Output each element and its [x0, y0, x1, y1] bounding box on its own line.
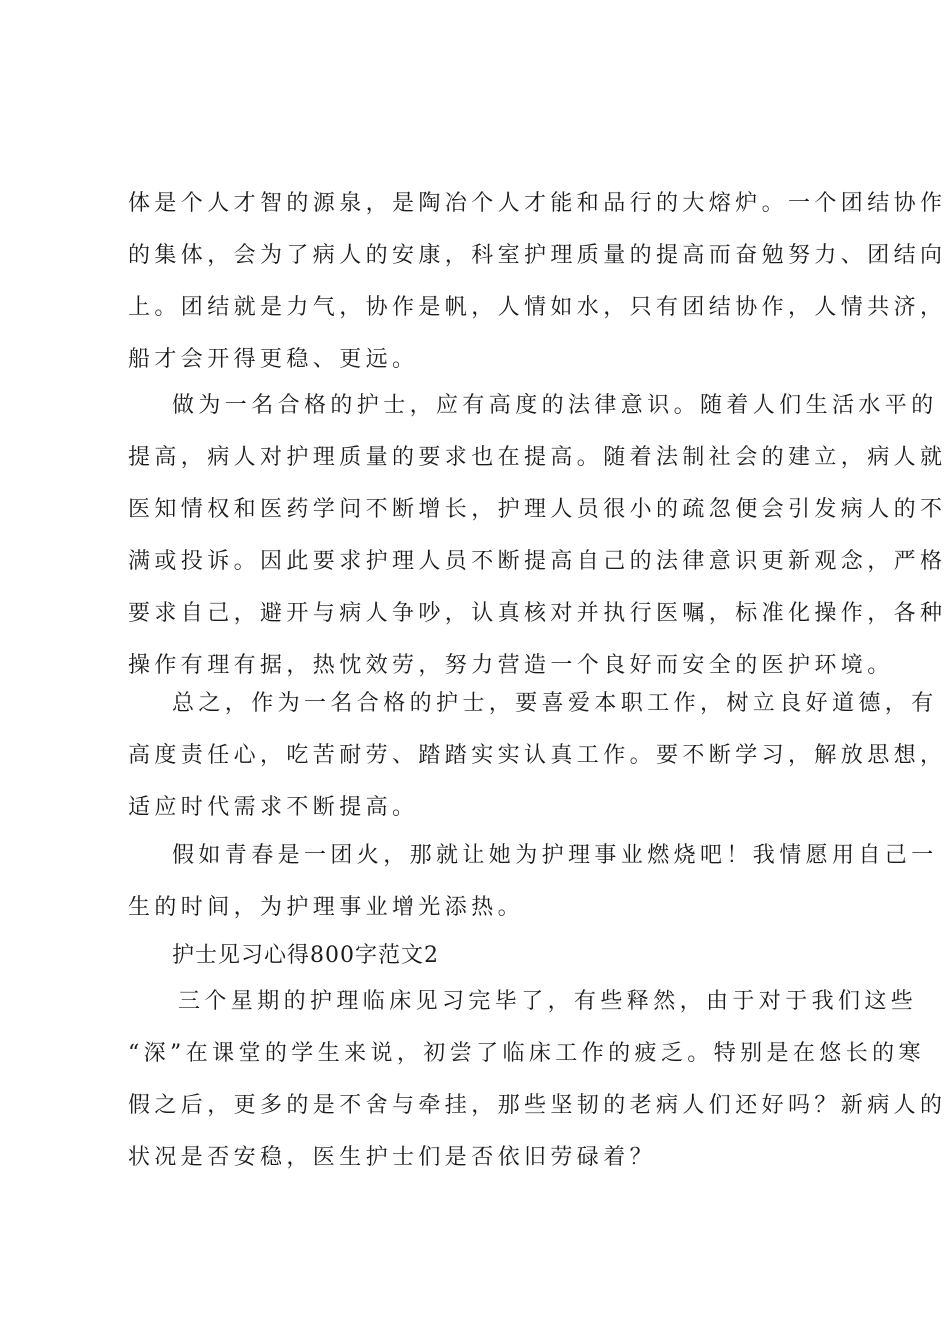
paragraph-line: 三个星期的护理临床见习完毕了，有些释然，由于对于我们这些	[178, 989, 918, 1014]
paragraph-line: 的集体，会为了病人的安康，科室护理质量的提高而奋勉努力、团结向	[128, 243, 947, 268]
paragraph-line: 高度责任心，吃苦耐劳、踏踏实实认真工作。要不断学习，解放思想，	[128, 743, 947, 768]
paragraph-line: 状况是否安稳，医生护士们是否依旧劳碌着？	[128, 1145, 657, 1170]
section-heading: 护士见习心得800字范文2	[172, 943, 439, 968]
paragraph-line: 上。团结就是力气，协作是帆，人情如水，只有团结协作，人情共济，	[128, 295, 947, 320]
paragraph-line: “深”在课堂的学生来说，初尝了临床工作的疲乏。特别是在悠长的寒	[128, 1041, 925, 1066]
paragraph-line: 体是个人才智的源泉，是陶冶个人才能和品行的大熔炉。一个团结协作	[128, 191, 947, 216]
paragraph-line: 做为一名合格的护士，应有高度的法律意识。随着人们生活水平的	[172, 393, 938, 418]
paragraph-line: 假如青春是一团火，那就让她为护理事业燃烧吧！我情愿用自己一	[172, 843, 938, 868]
paragraph-3	[128, 678, 947, 834]
paragraph-4	[128, 830, 938, 934]
paragraph-line: 假之后，更多的是不舍与牵挂，那些坚韧的老病人们还好吗？新病人的	[128, 1093, 947, 1118]
paragraph-line: 满或投诉。因此要求护理人员不断提高自己的法律意识更新观念，严格	[128, 549, 947, 574]
paragraph-line: 医知情权和医药学问不断增长，护理人员很小的疏忽便会引发病人的不	[128, 497, 947, 522]
paragraph-line: 生的时间，为护理事业增光添热。	[128, 895, 525, 920]
paragraph-line: 总之，作为一名合格的护士，要喜爱本职工作，树立良好道德，有	[172, 691, 938, 716]
paragraph-line: 要求自己，避开与病人争吵，认真核对并执行医嘱，标准化操作，各种	[128, 601, 947, 626]
section-heading-block	[128, 930, 848, 982]
paragraph-2	[128, 380, 947, 692]
paragraph-1	[128, 178, 947, 386]
paragraph-line: 提高，病人对护理质量的要求也在提高。随着法制社会的建立，病人就	[128, 445, 947, 470]
paragraph-line: 船才会开得更稳、更远。	[128, 347, 419, 372]
paragraph-line: 操作有理有据，热忱效劳，努力营造一个良好而安全的医护环境。	[128, 653, 894, 678]
paragraph-5	[128, 976, 947, 1184]
paragraph-line: 适应时代需求不断提高。	[128, 795, 419, 820]
